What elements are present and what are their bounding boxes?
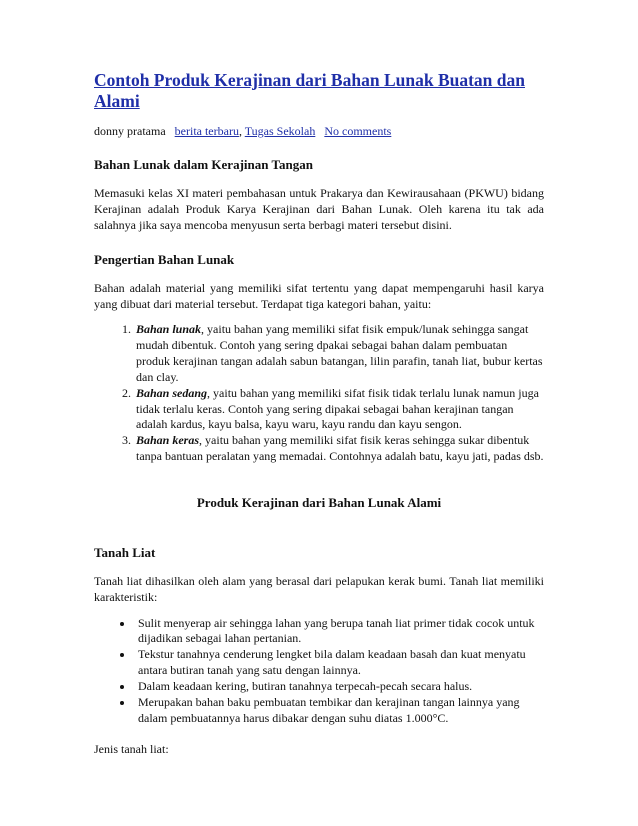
article: [94, 70, 544, 757]
article-title[interactable]: Contoh Produk Kerajinan dari Bahan Lunak Buatan dan Alami: [94, 70, 525, 111]
tanah-liat-paragraph: Tanah liat dihasilkan oleh alam yang berasal dari pelapukan kerak bumi. Tanah liat memiliki karakteristik:: [94, 574, 544, 605]
list-item-term: Bahan keras: [136, 433, 200, 448]
list-item: • Sulit menyerap air sehingga lahan yang berupa tanah liat primer tidak cocok untuk dijadikan sebagai lahan pertanian.: [134, 616, 544, 648]
section-heading-bahan-lunak: Bahan Lunak dalam Kerajinan Tangan: [94, 157, 313, 172]
list-item: • Tekstur tanahnya cenderung lengket bila dalam keadaan basah dan kuat menyatu antara butiran tanah yang satu dengan lainnya.: [134, 647, 544, 679]
section-heading-produk: Produk Kerajinan dari Bahan Lunak Alami: [196, 495, 442, 511]
author-name: donny pratama: [94, 124, 166, 138]
list-item: [134, 322, 544, 386]
byline: donny pratama berita terbaru, Tugas Sekolah No comments: [94, 124, 392, 138]
list-item: [134, 433, 544, 465]
closing-paragraph: Jenis tanah liat:: [94, 741, 169, 756]
comments-link[interactable]: No comments: [324, 124, 392, 138]
intro-paragraph: Memasuki kelas XI materi pembahasan untuk Prakarya dan Kewirausahaan (PKWU) bidang Kerajinan adalah Produk Karya Kerajinan dari Bahan Lunak. Oleh karena itu tak ada salahnya jika saya mencoba menyusun serta berbagi materi tersebut disini.: [94, 186, 544, 233]
section-heading-tanah-liat: Tanah Liat: [94, 545, 156, 561]
label-link-berita-terbaru[interactable]: berita terbaru: [174, 124, 239, 138]
list-item: [134, 386, 544, 434]
material-categories-list: [94, 322, 544, 465]
section-heading-pengertian: Pengertian Bahan Lunak: [94, 251, 235, 267]
list-item-text: , yaitu bahan yang memiliki sifat fisik keras sehingga sukar dibentuk tanpa bantuan peralatan yang memadai. Contohnya adalah batu, kayu jati, padas dsb.: [136, 433, 544, 464]
list-item: • Dalam keadaan kering, butiran tanahnya terpecah-pecah secara halus.: [134, 679, 544, 695]
list-item-text: , yaitu bahan yang memiliki sifat fisik empuk/lunak sehingga sangat mudah dibentuk. Contoh yang sering dpakai sebagai bahan dalam pembuatan produk kerajinan tangan adalah sabun batangan, lilin parafin, tanah liat, bubur kertas dan clay.: [136, 322, 543, 384]
list-item-text: , yaitu bahan yang memiliki sifat fisik tidak terlalu lunak namun juga tidak terlalu keras. Contoh yang sering dipakai sebagai bahan kerajinan tangan adalah kardus, kayu balsa, kayu waru, kayu randu dan kayu sengon.: [136, 385, 539, 432]
label-link-tugas-sekolah[interactable]: Tugas Sekolah: [244, 124, 316, 138]
characteristics-list: [94, 616, 544, 727]
definition-paragraph: Bahan adalah material yang memiliki sifat tertentu yang dapat mempengaruhi hasil karya yang dibuat dari material tersebut. Terdapat tiga kategori bahan, yaitu:: [94, 280, 544, 311]
list-item-term: Bahan lunak: [136, 322, 202, 337]
list-item-term: Bahan sedang: [136, 385, 208, 400]
list-item: • Merupakan bahan baku pembuatan tembikar dan kerajinan tangan lainnya yang dalam pembuatannya harus dibakar dengan suhu diatas 1.000°C.: [134, 695, 544, 727]
